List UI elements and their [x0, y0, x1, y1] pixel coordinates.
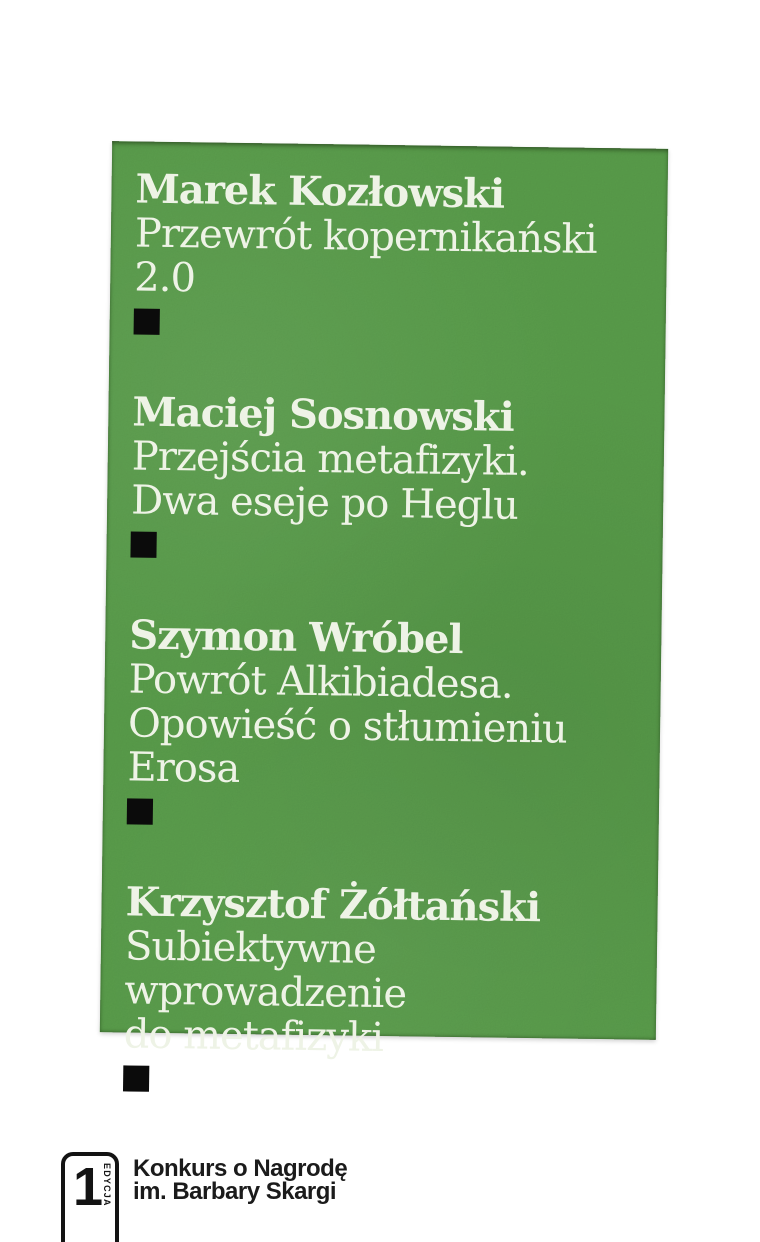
author-name: Krzysztof Żółtański [125, 878, 541, 932]
green-card [100, 141, 668, 1062]
book-list [123, 167, 644, 1098]
book-title-line: Przewrót kopernikański 2.0 [134, 210, 597, 302]
book-title-line: Erosa [127, 744, 240, 792]
book-title-line: Przejścia metafizyki. [131, 433, 530, 486]
square-bullet-icon [130, 531, 156, 557]
book-title-line: do metafizyki [123, 1011, 384, 1062]
edition-badge [61, 1152, 119, 1242]
award-name [133, 1157, 347, 1203]
award-name-line: Konkurs o Nagrodę [133, 1155, 348, 1182]
edition-number: 1 [73, 1157, 104, 1217]
book-entry-3 [127, 613, 638, 831]
footer [0, 1140, 760, 1242]
author-name: Maciej Sosnowski [132, 388, 515, 441]
book-title-line: Subiektywne wprowadzenie [124, 923, 407, 1018]
edition-label: EDYCJA [102, 1163, 112, 1207]
book-entry-1 [134, 167, 644, 341]
square-bullet-icon [134, 308, 160, 334]
author-name: Szymon Wróbel [129, 611, 464, 664]
square-bullet-icon [123, 1065, 149, 1091]
award-name-line: im. Barbary Skargi [133, 1178, 337, 1205]
book-title-line: Opowieść o stłumieniu [127, 700, 568, 753]
square-bullet-icon [127, 798, 153, 824]
book-entry-4 [123, 880, 634, 1098]
author-name: Marek Kozłowski [135, 165, 505, 218]
book-title-line: Powrót Alkibiadesa. [128, 656, 513, 708]
book-title-line: Dwa eseje po Heglu [130, 477, 519, 529]
book-entry-2 [130, 390, 640, 564]
